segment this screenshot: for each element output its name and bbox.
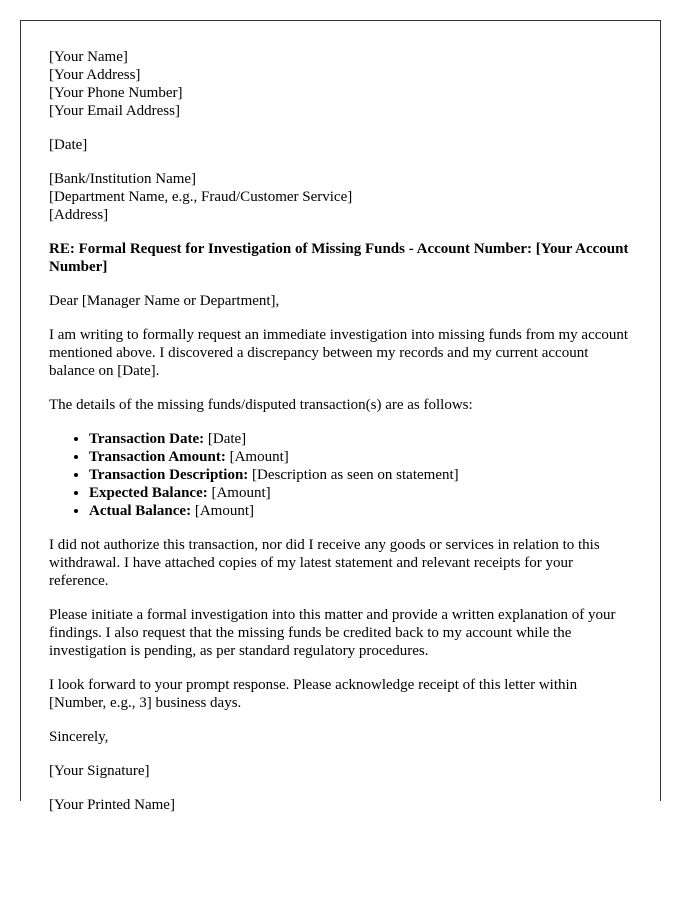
detail-value: [Amount] [211,485,271,501]
sender-address: [Your Address] [49,67,141,83]
detail-label: Actual Balance: [89,503,192,519]
detail-value: [Amount] [194,503,254,519]
closing-paragraph: I look forward to your prompt response. Please acknowledge receipt of this letter within [Number, e.g., 3] business days. [49,677,578,711]
list-item [89,466,632,484]
authorization-paragraph: I did not authorize this transaction, nor did I receive any goods or services in relation to this withdrawal. I have attached copies of my latest statement and relevant receipts for your reference. [49,537,600,589]
letter-page [20,20,661,813]
recipient-block [49,170,632,224]
list-item [89,448,632,466]
sender-email: [Your Email Address] [49,103,180,119]
list-item [89,484,632,502]
salutation: Dear [Manager Name or Department], [49,293,280,309]
signature: [Your Signature] [49,763,150,779]
letter-content [21,21,660,814]
intro-paragraph: I am writing to formally request an immediate investigation into missing funds from my account mentioned above. I discovered a discrepancy between my records and my current account balance on [Date]. [49,327,629,379]
detail-value: [Amount] [229,449,289,465]
detail-label: Transaction Date: [89,431,205,447]
subject-line: RE: Formal Request for Investigation of Missing Funds - Account Number: [Your Account Number] [49,241,629,275]
recipient-bank: [Bank/Institution Name] [49,171,197,187]
sender-block [49,48,632,120]
list-item [89,430,632,448]
detail-value: [Description as seen on statement] [252,467,459,483]
recipient-department: [Department Name, e.g., Fraud/Customer Service] [49,189,353,205]
signoff: Sincerely, [49,729,109,745]
sender-phone: [Your Phone Number] [49,85,183,101]
detail-value: [Date] [207,431,247,447]
details-intro-paragraph: The details of the missing funds/disputed transaction(s) are as follows: [49,397,473,413]
transaction-details-list [49,430,632,520]
request-paragraph: Please initiate a formal investigation into this matter and provide a written explanation of your findings. I also request that the missing funds be credited back to my account while the investigation is pending, as per standard regulatory procedures. [49,607,616,659]
printed-name: [Your Printed Name] [49,797,175,813]
detail-label: Transaction Amount: [89,449,226,465]
recipient-address: [Address] [49,207,109,223]
detail-label: Expected Balance: [89,485,208,501]
list-item [89,502,632,520]
sender-name: [Your Name] [49,49,128,65]
letter-date: [Date] [49,137,88,153]
detail-label: Transaction Description: [89,467,249,483]
